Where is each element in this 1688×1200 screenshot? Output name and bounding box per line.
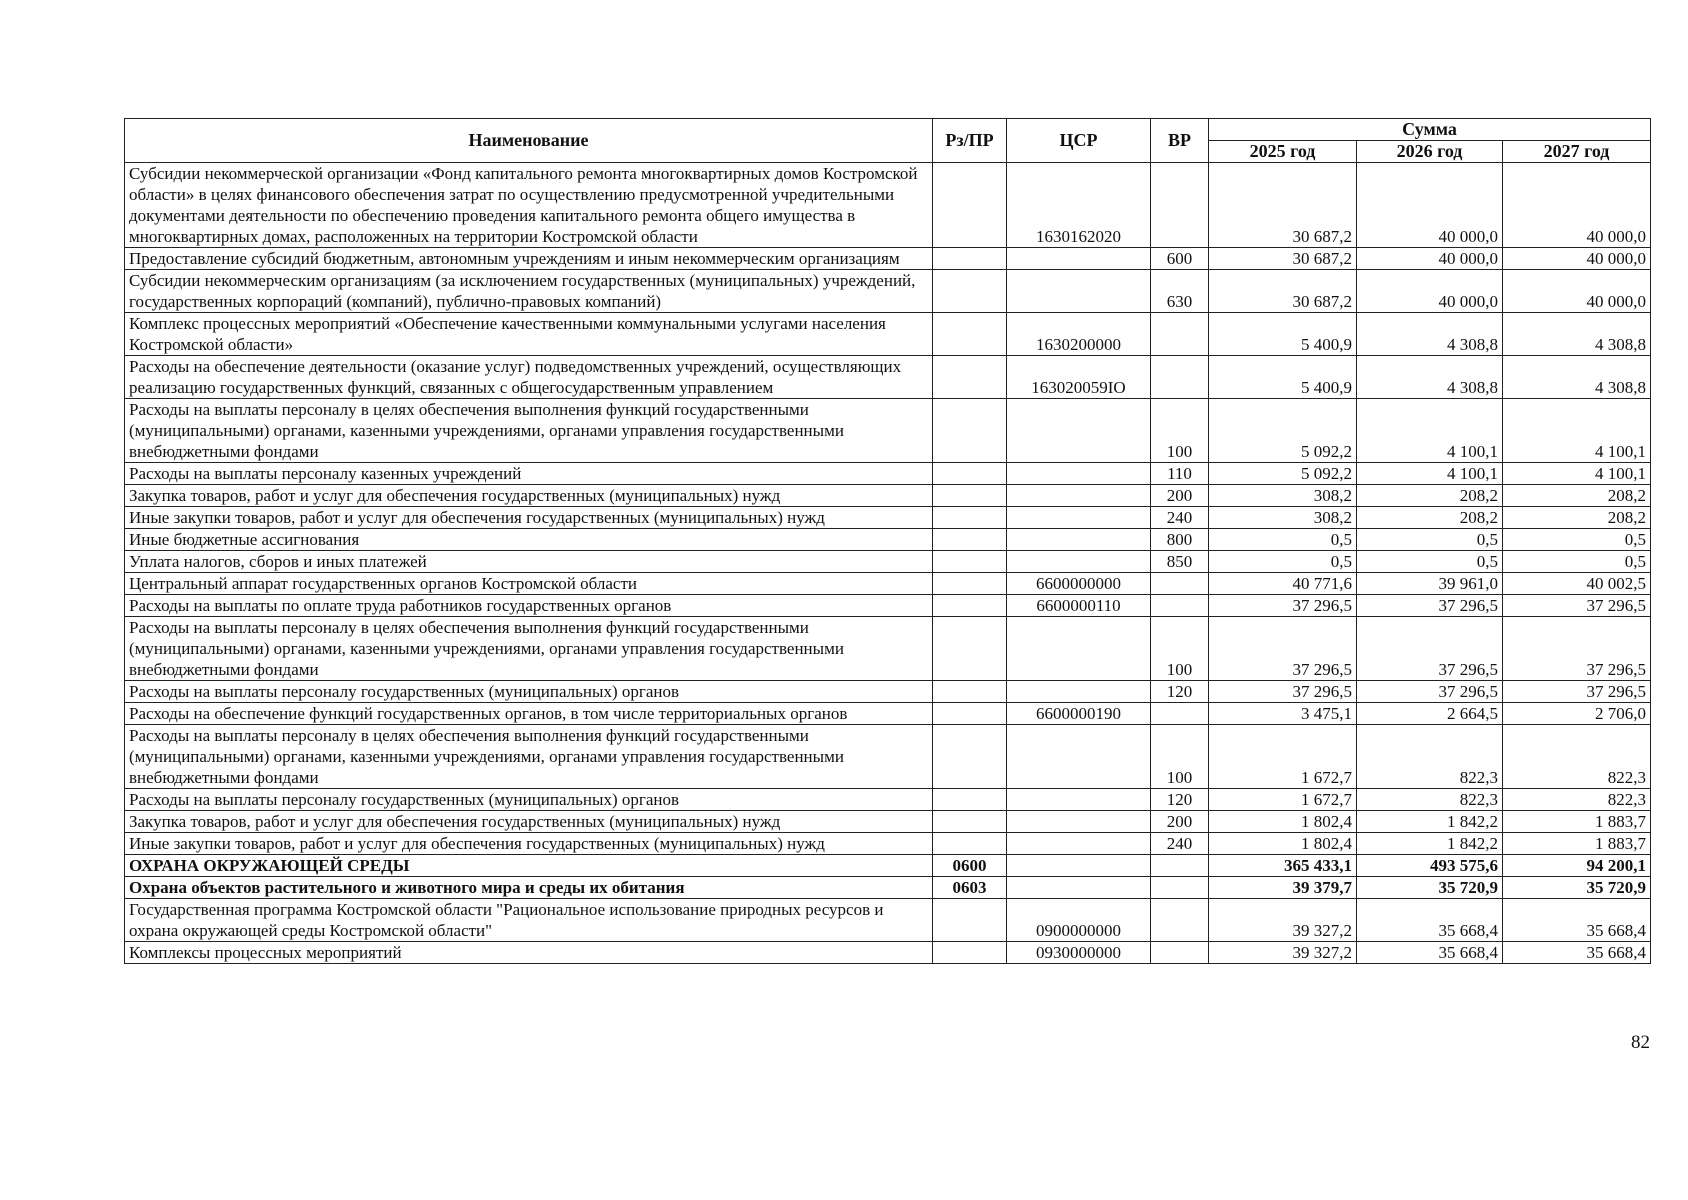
- cell-2027: 37 296,5: [1503, 681, 1651, 703]
- cell-rzpr: [933, 485, 1007, 507]
- cell-csr: [1007, 855, 1151, 877]
- budget-table: [124, 118, 1651, 964]
- cell-2026: 37 296,5: [1357, 595, 1503, 617]
- cell-rzpr: 0600: [933, 855, 1007, 877]
- cell-csr: [1007, 617, 1151, 681]
- cell-2026: 0,5: [1357, 529, 1503, 551]
- cell-vr: 100: [1151, 617, 1209, 681]
- cell-rzpr: [933, 617, 1007, 681]
- cell-2026: 822,3: [1357, 789, 1503, 811]
- cell-csr: 1630162020: [1007, 163, 1151, 248]
- cell-2027: 0,5: [1503, 529, 1651, 551]
- cell-name: Субсидии некоммерческой организации «Фонд капитального ремонта многоквартирных домов Костромской области» в целях финансового обеспечения затрат по осуществлению предусмотренной учредительными документами деятельности по обеспечению проведения капитального ремонта общего имущества в многоквартирных домах, расположенных на территории Костромской области: [125, 163, 933, 248]
- cell-2026: 40 000,0: [1357, 270, 1503, 313]
- table-row: [125, 163, 1651, 248]
- cell-vr: [1151, 877, 1209, 899]
- cell-2025: 37 296,5: [1209, 681, 1357, 703]
- cell-csr: [1007, 270, 1151, 313]
- cell-name: Иные закупки товаров, работ и услуг для обеспечения государственных (муниципальных) нужд: [125, 833, 933, 855]
- cell-vr: [1151, 595, 1209, 617]
- cell-rzpr: [933, 789, 1007, 811]
- cell-2026: 4 308,8: [1357, 356, 1503, 399]
- table-row: [125, 595, 1651, 617]
- cell-rzpr: 0603: [933, 877, 1007, 899]
- cell-2025: 1 802,4: [1209, 833, 1357, 855]
- cell-2026: 4 100,1: [1357, 399, 1503, 463]
- table-row: [125, 617, 1651, 681]
- cell-rzpr: [933, 595, 1007, 617]
- cell-csr: [1007, 725, 1151, 789]
- cell-vr: 100: [1151, 399, 1209, 463]
- table-row: [125, 899, 1651, 942]
- cell-vr: 240: [1151, 833, 1209, 855]
- cell-name: Расходы на обеспечение деятельности (оказание услуг) подведомственных учреждений, осуществляющих реализацию государственных функций, связанных с общегосударственным управлением: [125, 356, 933, 399]
- cell-name: Расходы на обеспечение функций государственных органов, в том числе территориальных органов: [125, 703, 933, 725]
- cell-2025: 5 092,2: [1209, 463, 1357, 485]
- cell-2025: 39 327,2: [1209, 899, 1357, 942]
- cell-2026: 4 308,8: [1357, 313, 1503, 356]
- cell-2026: 0,5: [1357, 551, 1503, 573]
- cell-2025: 5 400,9: [1209, 313, 1357, 356]
- cell-2026: 39 961,0: [1357, 573, 1503, 595]
- cell-2026: 37 296,5: [1357, 617, 1503, 681]
- cell-name: Комплекс процессных мероприятий «Обеспечение качественными коммунальными услугами населения Костромской области»: [125, 313, 933, 356]
- cell-2027: 35 720,9: [1503, 877, 1651, 899]
- cell-rzpr: [933, 356, 1007, 399]
- table-row: [125, 551, 1651, 573]
- table-row: [125, 833, 1651, 855]
- cell-rzpr: [933, 725, 1007, 789]
- cell-2026: 35 720,9: [1357, 877, 1503, 899]
- cell-rzpr: [933, 399, 1007, 463]
- cell-name: Расходы на выплаты персоналу государственных (муниципальных) органов: [125, 789, 933, 811]
- cell-2027: 40 002,5: [1503, 573, 1651, 595]
- cell-2025: 308,2: [1209, 485, 1357, 507]
- cell-rzpr: [933, 463, 1007, 485]
- header-2027: 2027 год: [1503, 141, 1651, 163]
- cell-2027: 35 668,4: [1503, 942, 1651, 964]
- cell-vr: [1151, 163, 1209, 248]
- cell-2027: 1 883,7: [1503, 811, 1651, 833]
- cell-csr: [1007, 681, 1151, 703]
- cell-rzpr: [933, 703, 1007, 725]
- cell-2025: 37 296,5: [1209, 595, 1357, 617]
- cell-vr: 100: [1151, 725, 1209, 789]
- cell-2025: 308,2: [1209, 507, 1357, 529]
- cell-rzpr: [933, 163, 1007, 248]
- cell-2026: 35 668,4: [1357, 899, 1503, 942]
- table-row: [125, 811, 1651, 833]
- cell-csr: 6600000000: [1007, 573, 1151, 595]
- cell-csr: [1007, 399, 1151, 463]
- cell-csr: [1007, 463, 1151, 485]
- cell-2025: 30 687,2: [1209, 270, 1357, 313]
- cell-csr: [1007, 551, 1151, 573]
- table-row: [125, 529, 1651, 551]
- cell-rzpr: [933, 248, 1007, 270]
- cell-2027: 1 883,7: [1503, 833, 1651, 855]
- table-row: [125, 399, 1651, 463]
- cell-2027: 4 308,8: [1503, 356, 1651, 399]
- table-row: [125, 313, 1651, 356]
- cell-name: Иные закупки товаров, работ и услуг для обеспечения государственных (муниципальных) нужд: [125, 507, 933, 529]
- cell-name: Закупка товаров, работ и услуг для обеспечения государственных (муниципальных) нужд: [125, 811, 933, 833]
- cell-2026: 40 000,0: [1357, 248, 1503, 270]
- cell-vr: 800: [1151, 529, 1209, 551]
- cell-name: Охрана объектов растительного и животного мира и среды их обитания: [125, 877, 933, 899]
- cell-2026: 35 668,4: [1357, 942, 1503, 964]
- cell-rzpr: [933, 573, 1007, 595]
- cell-name: Комплексы процессных мероприятий: [125, 942, 933, 964]
- cell-2025: 30 687,2: [1209, 163, 1357, 248]
- cell-2025: 1 802,4: [1209, 811, 1357, 833]
- cell-vr: [1151, 356, 1209, 399]
- table-row: [125, 270, 1651, 313]
- cell-csr: 6600000190: [1007, 703, 1151, 725]
- cell-2027: 94 200,1: [1503, 855, 1651, 877]
- cell-name: Расходы на выплаты персоналу в целях обеспечения выполнения функций государственными (муниципальными) органами, казенными учреждениями, органами управления государственными внебюджетными фондами: [125, 399, 933, 463]
- cell-vr: [1151, 899, 1209, 942]
- table-row: [125, 877, 1651, 899]
- cell-name: Государственная программа Костромской области "Рациональное использование природных ресурсов и охрана окружающей среды Костромской области": [125, 899, 933, 942]
- cell-vr: [1151, 573, 1209, 595]
- cell-vr: 630: [1151, 270, 1209, 313]
- table-row: [125, 789, 1651, 811]
- table-row: [125, 485, 1651, 507]
- cell-name: Иные бюджетные ассигнования: [125, 529, 933, 551]
- cell-vr: [1151, 703, 1209, 725]
- cell-2025: 5 400,9: [1209, 356, 1357, 399]
- cell-2027: 0,5: [1503, 551, 1651, 573]
- cell-2026: 40 000,0: [1357, 163, 1503, 248]
- cell-2025: 0,5: [1209, 551, 1357, 573]
- cell-vr: 120: [1151, 789, 1209, 811]
- header-2025: 2025 год: [1209, 141, 1357, 163]
- cell-vr: 850: [1151, 551, 1209, 573]
- cell-csr: 0930000000: [1007, 942, 1151, 964]
- cell-name: Расходы на выплаты персоналу казенных учреждений: [125, 463, 933, 485]
- table-row: [125, 573, 1651, 595]
- header-name: Наименование: [125, 119, 933, 163]
- table-row: [125, 356, 1651, 399]
- cell-rzpr: [933, 313, 1007, 356]
- cell-2025: 5 092,2: [1209, 399, 1357, 463]
- cell-2025: 30 687,2: [1209, 248, 1357, 270]
- cell-2026: 1 842,2: [1357, 833, 1503, 855]
- table-row: [125, 248, 1651, 270]
- cell-vr: [1151, 313, 1209, 356]
- cell-csr: 0900000000: [1007, 899, 1151, 942]
- cell-2027: 208,2: [1503, 507, 1651, 529]
- cell-2026: 208,2: [1357, 507, 1503, 529]
- cell-rzpr: [933, 507, 1007, 529]
- cell-2025: 1 672,7: [1209, 725, 1357, 789]
- cell-2025: 39 379,7: [1209, 877, 1357, 899]
- cell-2025: 1 672,7: [1209, 789, 1357, 811]
- cell-2025: 3 475,1: [1209, 703, 1357, 725]
- cell-2027: 822,3: [1503, 725, 1651, 789]
- cell-2026: 493 575,6: [1357, 855, 1503, 877]
- cell-2027: 40 000,0: [1503, 270, 1651, 313]
- table-row: [125, 855, 1651, 877]
- cell-2027: 40 000,0: [1503, 248, 1651, 270]
- cell-rzpr: [933, 529, 1007, 551]
- table-body: [125, 163, 1651, 964]
- cell-2026: 1 842,2: [1357, 811, 1503, 833]
- cell-csr: [1007, 811, 1151, 833]
- cell-csr: 6600000110: [1007, 595, 1151, 617]
- header-csr: ЦСР: [1007, 119, 1151, 163]
- header-rzpr: Рз/ПР: [933, 119, 1007, 163]
- cell-2026: 822,3: [1357, 725, 1503, 789]
- cell-rzpr: [933, 551, 1007, 573]
- cell-2027: 37 296,5: [1503, 617, 1651, 681]
- table-row: [125, 463, 1651, 485]
- table-row: [125, 681, 1651, 703]
- cell-rzpr: [933, 899, 1007, 942]
- cell-2027: 4 100,1: [1503, 399, 1651, 463]
- header-2026: 2026 год: [1357, 141, 1503, 163]
- cell-name: Уплата налогов, сборов и иных платежей: [125, 551, 933, 573]
- cell-name: Центральный аппарат государственных органов Костромской области: [125, 573, 933, 595]
- cell-2027: 822,3: [1503, 789, 1651, 811]
- cell-name: Расходы на выплаты персоналу государственных (муниципальных) органов: [125, 681, 933, 703]
- cell-2025: 39 327,2: [1209, 942, 1357, 964]
- cell-vr: 110: [1151, 463, 1209, 485]
- cell-csr: [1007, 248, 1151, 270]
- cell-name: Предоставление субсидий бюджетным, автономным учреждениям и иным некоммерческим организациям: [125, 248, 933, 270]
- cell-2027: 40 000,0: [1503, 163, 1651, 248]
- cell-2025: 37 296,5: [1209, 617, 1357, 681]
- cell-vr: 120: [1151, 681, 1209, 703]
- cell-csr: [1007, 877, 1151, 899]
- cell-rzpr: [933, 833, 1007, 855]
- cell-2025: 0,5: [1209, 529, 1357, 551]
- table-row: [125, 725, 1651, 789]
- cell-2026: 208,2: [1357, 485, 1503, 507]
- cell-2027: 4 308,8: [1503, 313, 1651, 356]
- cell-rzpr: [933, 811, 1007, 833]
- cell-csr: [1007, 789, 1151, 811]
- cell-rzpr: [933, 942, 1007, 964]
- cell-vr: [1151, 855, 1209, 877]
- cell-csr: [1007, 833, 1151, 855]
- table-row: [125, 942, 1651, 964]
- cell-vr: 200: [1151, 811, 1209, 833]
- table-header: [125, 119, 1651, 163]
- cell-2027: 208,2: [1503, 485, 1651, 507]
- cell-name: Расходы на выплаты персоналу в целях обеспечения выполнения функций государственными (муниципальными) органами, казенными учреждениями, органами управления государственными внебюджетными фондами: [125, 725, 933, 789]
- header-vr: ВР: [1151, 119, 1209, 163]
- cell-2027: 4 100,1: [1503, 463, 1651, 485]
- cell-name: Расходы на выплаты по оплате труда работников государственных органов: [125, 595, 933, 617]
- cell-2027: 35 668,4: [1503, 899, 1651, 942]
- cell-rzpr: [933, 270, 1007, 313]
- cell-2026: 37 296,5: [1357, 681, 1503, 703]
- cell-vr: 200: [1151, 485, 1209, 507]
- cell-name: ОХРАНА ОКРУЖАЮЩЕЙ СРЕДЫ: [125, 855, 933, 877]
- table-row: [125, 507, 1651, 529]
- cell-vr: 240: [1151, 507, 1209, 529]
- cell-csr: [1007, 507, 1151, 529]
- table-row: [125, 703, 1651, 725]
- page-number: 82: [1631, 1032, 1650, 1053]
- cell-2025: 365 433,1: [1209, 855, 1357, 877]
- cell-csr: [1007, 529, 1151, 551]
- cell-rzpr: [933, 681, 1007, 703]
- cell-name: Субсидии некоммерческим организациям (за исключением государственных (муниципальных) учреждений, государственных корпораций (компаний), публично-правовых компаний): [125, 270, 933, 313]
- cell-name: Закупка товаров, работ и услуг для обеспечения государственных (муниципальных) нужд: [125, 485, 933, 507]
- cell-name: Расходы на выплаты персоналу в целях обеспечения выполнения функций государственными (муниципальными) органами, казенными учреждениями, органами управления государственными внебюджетными фондами: [125, 617, 933, 681]
- cell-2026: 2 664,5: [1357, 703, 1503, 725]
- header-sum: Сумма: [1209, 119, 1651, 141]
- cell-2027: 2 706,0: [1503, 703, 1651, 725]
- cell-csr: [1007, 485, 1151, 507]
- cell-2026: 4 100,1: [1357, 463, 1503, 485]
- cell-2027: 37 296,5: [1503, 595, 1651, 617]
- cell-2025: 40 771,6: [1209, 573, 1357, 595]
- cell-csr: 163020059IO: [1007, 356, 1151, 399]
- cell-csr: 1630200000: [1007, 313, 1151, 356]
- cell-vr: [1151, 942, 1209, 964]
- cell-vr: 600: [1151, 248, 1209, 270]
